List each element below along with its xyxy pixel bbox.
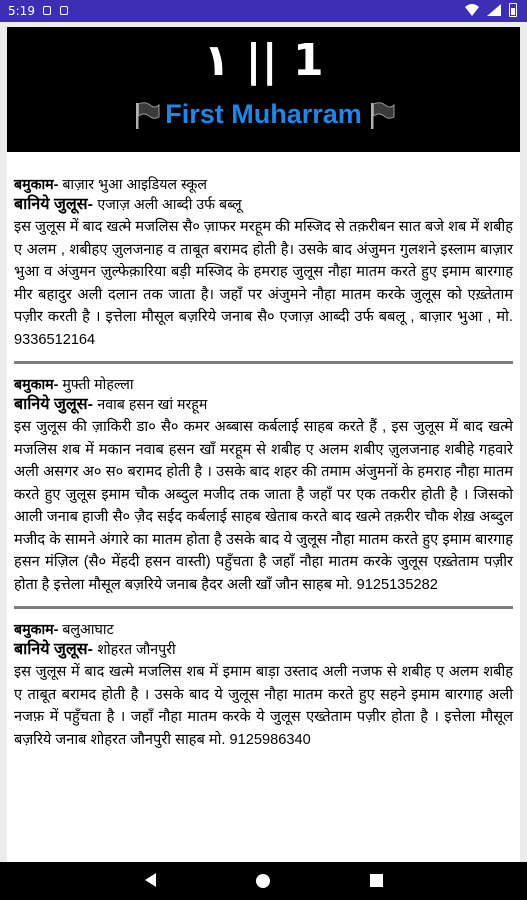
- founder-label: बानिये जुलूस-: [14, 396, 93, 413]
- founder-value: नवाब हसन खां मरहूम: [97, 397, 208, 413]
- back-icon[interactable]: [145, 873, 156, 887]
- divider: [14, 361, 513, 364]
- location-value: बलुआघाट: [62, 622, 114, 638]
- founder-label: बानिये जुलूस-: [14, 196, 93, 213]
- black-flag-icon: [366, 100, 396, 130]
- founder-value: शोहरत जौनपुरी: [97, 642, 176, 658]
- founder-value: एजाज़ अली आब्दी उर्फ बब्लू: [97, 197, 242, 213]
- procession-list[interactable]: [7, 152, 520, 862]
- navigation-bar: [0, 862, 527, 900]
- list-item: [7, 376, 520, 609]
- home-icon[interactable]: [256, 874, 270, 888]
- procession-description: इस जुलूस में बाद खत्मे मजलिस शब में इमाम बाड़ा उस्ताद अली नजफ से शबीह ए अलम शबीह ए ताबूत बरामद होती है । उसके बाद ये जुलूस नौहा मातम करते हुए सहने इमाम बारगाह अली नजफ़ में पहुँचता है । जहाँ नौहा मातम करके ये जुलूस एख्तेताम पज़ीर होता है । इत्तेला मौसूल बज़रिये जनाब शोहरत जौनपुरी साहब मो. 9125986340: [14, 664, 513, 748]
- page-title: First Muharram: [165, 99, 362, 129]
- location-label: बमुकाम-: [14, 177, 59, 193]
- founder-label: बानिये जुलूस-: [14, 641, 93, 658]
- recent-apps-icon[interactable]: [370, 874, 383, 887]
- location-label: बमुकाम-: [14, 377, 59, 393]
- notification-icon: [43, 6, 51, 15]
- battery-icon: [509, 3, 517, 17]
- status-bar: [0, 0, 527, 22]
- list-item: [7, 621, 520, 751]
- location-label: बमुकाम-: [14, 622, 59, 638]
- notification-icon-2: [60, 6, 68, 15]
- divider: [14, 606, 513, 609]
- black-flag-icon: [131, 100, 161, 130]
- procession-description: इस जुलूस में बाद खत्मे मजलिस सै० ज़ाफर मरहूम की मस्जिद से तक़रीबन सात बजे शब में शबीह ए अलम , शबीहए ज़ुलजनाह व ताबूत बरामद होती है। उसके बाद अंजुमन गुलशने इस्लाम बाज़ार भुआ व अंजुमन ज़ुल्फेक़ारिया बड़ी मस्जिद के हमराह जुलूस नौहा मातम करते हुए इमाम बारगाह मीर बहादुर अली दलान तक जाता है। जहाँ पर अंजुमने नौहा मातम करके जुलूस को एख़्तेताम पज़ीर करती है । इत्तेला मौसूल बज़रिये जनाब सै० एजाज़ आब्दी उर्फ बबलू , बाज़ार भुआ , मो. 9336512164: [14, 219, 513, 348]
- procession-description: इस जुलूस की ज़ाकिरी डा० सै० कमर अब्बास कर्बलाई साहब करते हैं , इस जुलूस में बाद खत्मे मजलिस शब में मकान नवाब हसन खाँ मरहूम से शबीह ए अलम शबीए ज़ुलजनाह शबीहे गहवारे अली असगर अ० स० बरामद होती है । उसके बाद शहर की तमाम अंजुमनों के हमराह नौहा मातम करते हुए जुलूस इमाम चौक अब्दुल मजीद तक जाता है जहाँ पर एक तकरीर होती है । जिसको आली जनाब हाजी सै० ज़ैद सईद कर्बलाई साहब खेताब करते बाद खत्मे तक़रीर चौक शेख़ अब्दुल मजीद के सामने अंगारे का मातम होता है उसके बाद ये जुलूस नौहा मातम करते हुए इमाम बारगाह हसन मंज़िल (सै० मेंहदी हसन वास्ती) पहुँचता है जहाँ नौहा मातम करके जुलूस एख़्तेताम पज़ीर होता है इत्तेला मौसूल बज़रिये जनाब हैदर अली खाँ जौन साहब मो. 9125135282: [14, 419, 513, 593]
- location-value: मुफ्ती मोहल्ला: [62, 377, 134, 393]
- signal-icon: [487, 4, 501, 16]
- location-value: बाज़ार भुआ आइडियल स्कूल: [62, 177, 208, 193]
- status-icons: [465, 3, 517, 17]
- wifi-icon: [465, 4, 479, 16]
- app-frame: [0, 22, 527, 862]
- status-time: 5:19: [8, 4, 35, 18]
- title-row: [7, 99, 520, 130]
- page-header: [7, 27, 520, 152]
- date-heading: ١ || 1: [203, 35, 324, 86]
- list-item: [7, 152, 520, 364]
